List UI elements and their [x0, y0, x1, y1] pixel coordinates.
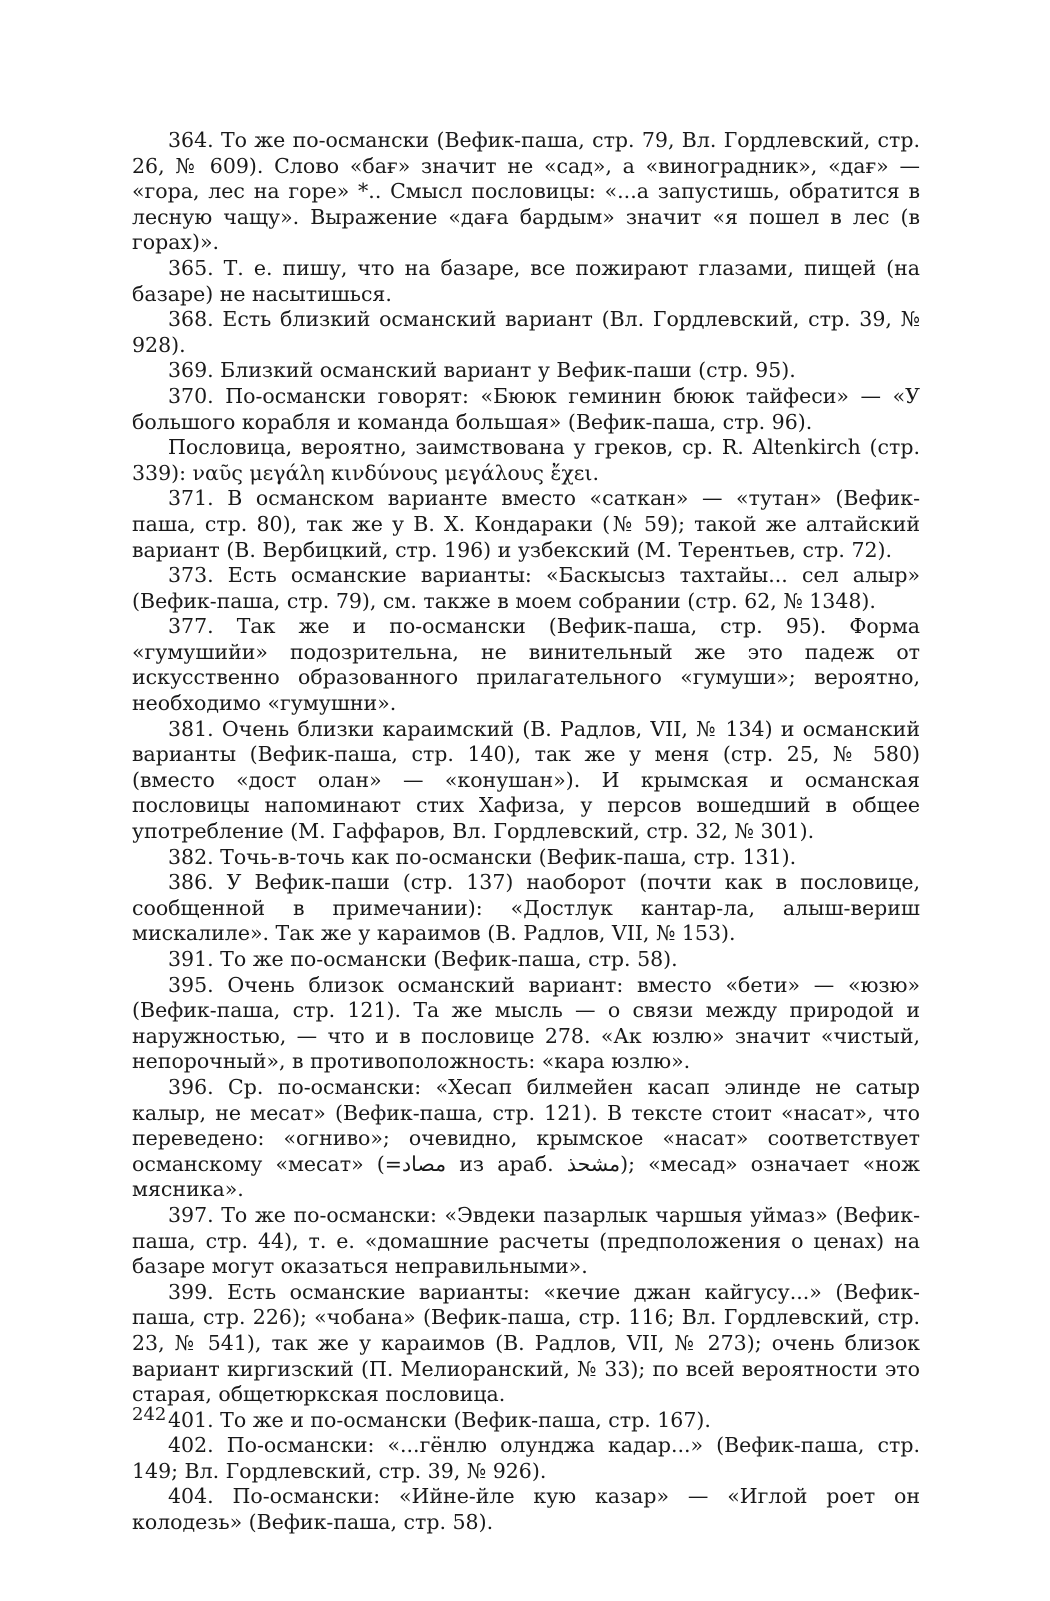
note-381: 381. Очень близки караимский (В. Радлов, VII, № 134) и османский варианты (Вефик-паша, стр. 140), так же у меня (стр. 25, № 580) (вместо «дост олан» — «конушан»). И крымская и османская пословицы напоминают стих Хафиза, у персов вошедший в общее употребление (М. Гаффаров, Вл. Гордлевский, стр. 32, № 301). — [132, 716, 920, 844]
note-373: 373. Есть османские варианты: «Баскысыз тахтайы... сел алыр» (Вефик-паша, стр. 79), см. также в моем собрании (стр. 62, № 1348). — [132, 563, 920, 613]
note-397: 397. То же по-османски: «Эвдеки пазарлык чаршыя уймаз» (Вефик-паша, стр. 44), т. е. «домашние расчеты (предположения о ценах) на базаре могут оказаться неправильными». — [132, 1202, 920, 1279]
note-368: 368. Есть близкий османский вариант (Вл. Гордлевский, стр. 39, № 928). — [132, 307, 920, 357]
note-365: 365. Т. е. пишу, что на базаре, все пожирают глазами, пищей (на базаре) не насытишься. — [132, 255, 920, 306]
note-364: 364. То же по-османски (Вефик-паша, стр. 79, Вл. Гордлевский, стр. 26, № 609). Слово «бағ» значит не «сад», а «виноградник», «дағ» — «гора, лес на горе» *.. Смысл пословицы: «...а запустишь, обратится в лесную чащу». Выражение «дағa бардым» значит «я пошел в лес (в горах)». — [132, 128, 920, 255]
note-370: 370. По-османски говорят: «Бююк геминин бююк тайфеси» — «У большого корабля и команда большая» (Вефик-паша, стр. 96). — [132, 383, 920, 434]
note-395: 395. Очень близок османский вариант: вместо «бети» — «юзю» (Вефик-паша, стр. 121). Та же мысль — о связи между природой и наружностью, — что и в пословице 278. «Ак юзлю» значит «чистый, непорочный», в противоположность: «кара юзлю». — [132, 972, 920, 1074]
note-402: 402. По-османски: «...гёнлю олунджа кадар...» (Вефик-паша, стр. 149; Вл. Гордлевский, стр. 39, № 926). — [132, 1433, 920, 1483]
note-382: 382. Точь-в-точь как по-османски (Вефик-паша, стр. 131). — [168, 844, 797, 869]
note-396: 396. Ср. по-османски: «Хесап билмейен касап элинде не сатыр калыр, не месат» (Вефик-паша, стр. 121). В тексте стоит «насат», что переведено: «огниво»; очевидно, крымское «насат» соответствует османскому «месат» (=مصاد из араб. مشحذ); «месад» означает «нож мясника». — [132, 1074, 920, 1202]
note-377: 377. Так же и по-османски (Вефик-паша, стр. 95). Форма «гумушийи» подозрительна, не винительный же это падеж от искусственно образованного прилагательного «гумуши»; вероятно, необходимо «гумушни». — [132, 614, 920, 716]
note-404: 404. По-османски: «Ийне-йле кую казар» — «Иглой роет он колодезь» (Вефик-паша, стр. 58). — [132, 1484, 920, 1535]
note-370-greek: Пословица, вероятно, заимствована у греков, ср. R. Altenkirch (стр. 339): ναῦς μεγάλη κινδύνους μεγάλους ἔχει. — [132, 435, 920, 485]
note-399: 399. Есть османские варианты: «кечие джан кайгусу...» (Вефик-паша, стр. 226); «чобана» (Вефик-паша, стр. 116; Вл. Гордлевский, стр. 23, № 541), так же у караимов (В. Радлов, VII, № 273); очень близок вариант киргизский (П. Мелиоранский, № 33); по всей вероятности это старая, общетюркская пословица. — [132, 1279, 920, 1407]
note-401: 401. То же и по-османски (Вефик-паша, стр. 167). — [168, 1407, 711, 1432]
note-391: 391. То же по-османски (Вефик-паша, стр. 58). — [168, 947, 678, 971]
notes-body — [132, 128, 920, 1536]
note-386: 386. У Вефик-паши (стр. 137) наоборот (почти как в пословице, сообщенной в примечании): «Достлук кантар-ла, алыш-вериш мискалиле». Так же у караимов (В. Радлов, VII, № 153). — [132, 870, 920, 946]
note-371: 371. В османском варианте вместо «саткан» — «тутан» (Вефик-паша, стр. 80), так же у В. Х. Кондараки (№ 59); такой же алтайский вариант (В. Вербицкий, стр. 196) и узбекский (М. Терентьев, стр. 72). — [132, 486, 920, 562]
page-number: 242 — [132, 1404, 167, 1425]
note-369: 369. Близкий османский вариант у Вефик-паши (стр. 95). — [168, 358, 796, 383]
